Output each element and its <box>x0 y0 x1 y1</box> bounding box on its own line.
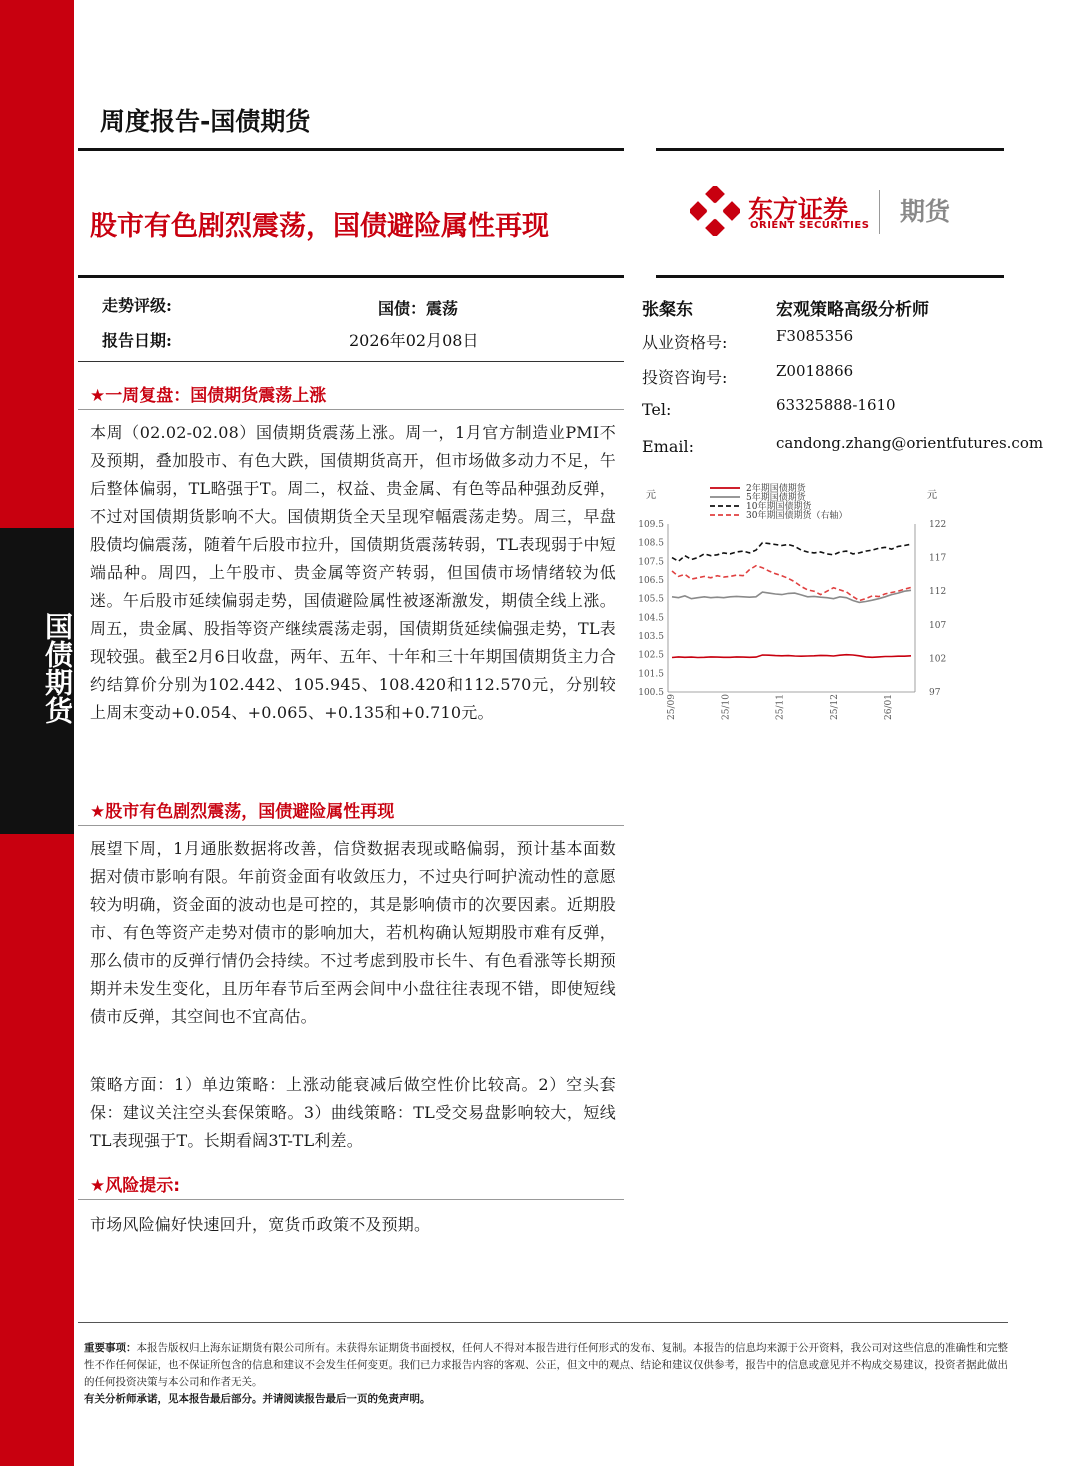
section-3-paragraph: 市场风险偏好快速回升，宽货币政策不及预期。 <box>90 1215 431 1234</box>
section-3-heading: ★风险提示: <box>90 1176 181 1196</box>
chart-x-tick: 25/11 <box>775 694 786 720</box>
report-type: 周度报告-国债期货 <box>100 107 311 136</box>
meta-rule-top-left <box>78 275 624 278</box>
analyst-name: 张粲东 <box>642 300 693 320</box>
date-value: 2026年02月08日 <box>349 331 479 350</box>
cert-value: F3085356 <box>776 327 854 345</box>
cert-label: 从业资格号: <box>642 333 728 352</box>
disclaimer <box>84 1340 1008 1408</box>
section-2-heading: ★股市有色剧烈震荡，国债避险属性再现 <box>90 802 395 822</box>
section-1-rule <box>78 409 624 410</box>
chart-left-tick: 104.5 <box>638 613 664 624</box>
chart-right-tick: 117 <box>929 553 947 564</box>
chart-lines <box>672 543 911 658</box>
footer-rule <box>78 1322 1008 1323</box>
section-3-rule <box>78 1199 624 1200</box>
rating-label: 走势评级: <box>102 296 172 315</box>
chart-x-tick: 25/09 <box>667 694 677 720</box>
chart-legend-label: 10年期国债期货 <box>746 502 812 512</box>
section-1-paragraph: 本周（02.02-02.08）国债期货震荡上涨。周一，1月官方制造业PMI不及预期，叠加股市、有色大跌，国债期货高开，但市场做多动力不足，午后整体偏弱，TL略强于T。周二，权益、贵金属、有色等品种强劲反弹，不过对国债期货影响不大。国债期货全天呈现窄幅震荡走势。周三，早盘股债均偏震荡，随着午后股市拉升，国债期货震荡转弱，TL表现弱于中短端品种。周四，上午股市、贵金属等资产转弱，但国债市场情绪较为低迷。午后股市延续偏弱走势，国债避险属性被逐渐激发，期债全线上涨。周五，贵金属、股指等资产继续震荡走弱，国债期货延续偏强走势，TL表现较强。截至2月6日收盘，两年、五年、十年和三十年期国债期货主力合约结算价分别为102.442、105.945、108.420和112.570元，分别较上周末变动+0.054、+0.065、+0.135和+0.710元。 <box>90 423 616 722</box>
chart-x-tick: 25/10 <box>721 694 732 720</box>
tel-value: 63325888-1610 <box>776 396 896 414</box>
section-1-heading: ★一周复盘：国债期货震荡上涨 <box>90 386 327 406</box>
chart-series-line <box>672 543 911 562</box>
chart-series-line <box>672 566 911 601</box>
chart-left-tick: 105.5 <box>638 594 664 605</box>
chart-right-unit: 元 <box>927 490 937 501</box>
chart-legend-label: 30年期国债期货（右轴） <box>746 511 848 521</box>
consult-label: 投资咨询号: <box>642 368 728 387</box>
email-label: Email: <box>642 437 695 456</box>
date-label: 报告日期: <box>102 331 172 350</box>
sidebar-label: 国债期货 <box>41 612 74 724</box>
section-2-paragraph-2: 策略方面：1）单边策略：上涨动能衰减后做空性价比较高。2）空头套保：建议关注空头套保策略。3）曲线策略：TL受交易盘影响较大，短线TL表现强于T。长期看阔3T-TL利差。 <box>90 1075 616 1150</box>
brand-division: 期货 <box>900 197 951 226</box>
chart-legend-label: 5年期国债期货 <box>746 493 806 503</box>
chart-left-tick: 107.5 <box>638 557 664 568</box>
disclaimer-label: 重要事项： <box>84 1342 137 1354</box>
chart-left-tick: 109.5 <box>638 520 664 530</box>
section-2-rule <box>78 825 624 826</box>
chart-right-tick: 97 <box>929 688 941 698</box>
chart-right-tick: 112 <box>929 587 947 598</box>
chart-left-tick: 102.5 <box>638 650 664 661</box>
header-rule-right <box>656 148 1004 151</box>
analyst-title: 宏观策略高级分析师 <box>776 300 929 320</box>
chart-left-tick: 101.5 <box>638 669 664 680</box>
meta-rule-bottom <box>78 361 624 362</box>
section-2-paragraph-1: 展望下周，1月通胀数据将改善，信贷数据表现或略偏弱，预计基本面数据对债市影响有限。年前资金面有收敛压力，不过央行呵护流动性的意愿较为明确，资金面的波动也是可控的，其是影响债市的次要因素。近期股市、有色等资产走势对债市的影响加大，若机构确认短期股市难有反弹，那么债市的反弹行情仍会持续。不过考虑到股市长牛、有色看涨等长期预期并未发生变化，且历年春节后至两会间中小盘往往表现不错，即使短线债市反弹，其空间也不宜高估。 <box>90 839 616 1026</box>
chart-axes <box>638 489 946 720</box>
meta-rule-top-right <box>656 275 1004 278</box>
report-headline: 股市有色剧烈震荡，国债避险属性再现 <box>90 211 549 242</box>
consult-value: Z0018866 <box>776 362 854 380</box>
chart-right-tick: 107 <box>929 620 947 631</box>
disclaimer-text: 本报告版权归上海东证期货有限公司所有。未获得东证期货书面授权，任何人不得对本报告进行任何形式的发布、复制。本报告的信息均来源于公开资料，我公司对这些信息的准确性和完整性不作任何保证，也不保证所包含的信息和建议不会发生任何变更。我们已力求报告内容的客观、公正，但文中的观点、结论和建议仅供参考，报告中的信息或意见并不构成交易建议，投资者据此做出的任何投资决策与本公司和作者无关。 <box>84 1342 1008 1388</box>
chart-left-tick: 108.5 <box>638 538 664 549</box>
brand-name-cn: 东方证券 <box>748 195 849 224</box>
logo-divider <box>879 190 880 234</box>
chart-series-line <box>672 655 911 658</box>
chart-x-tick: 26/01 <box>884 694 894 720</box>
chart-left-tick: 106.5 <box>638 576 664 586</box>
rating-value: 国债：震荡 <box>378 299 459 318</box>
chart-left-tick: 100.5 <box>638 688 664 698</box>
chart-right-tick: 102 <box>929 654 947 665</box>
chart-left-tick: 103.5 <box>638 632 664 642</box>
chart-x-tick: 25/12 <box>829 694 840 720</box>
chart-left-unit: 元 <box>646 490 656 501</box>
chart-right-tick: 122 <box>929 520 947 530</box>
orient-logo-icon <box>690 186 740 236</box>
brand-name-en: ORIENT SECURITIES <box>750 220 870 231</box>
tel-label: Tel: <box>642 400 672 419</box>
chart-legend <box>710 482 847 521</box>
analyst-commitment: 有关分析师承诺，见本报告最后部分。并请阅读报告最后一页的免责声明。 <box>84 1393 431 1405</box>
chart-legend-label: 2年期国债期货 <box>746 484 806 494</box>
bond-futures-chart <box>630 480 960 730</box>
header-rule-left <box>78 148 624 151</box>
email-value: candong.zhang@orientfutures.com <box>776 434 1044 452</box>
